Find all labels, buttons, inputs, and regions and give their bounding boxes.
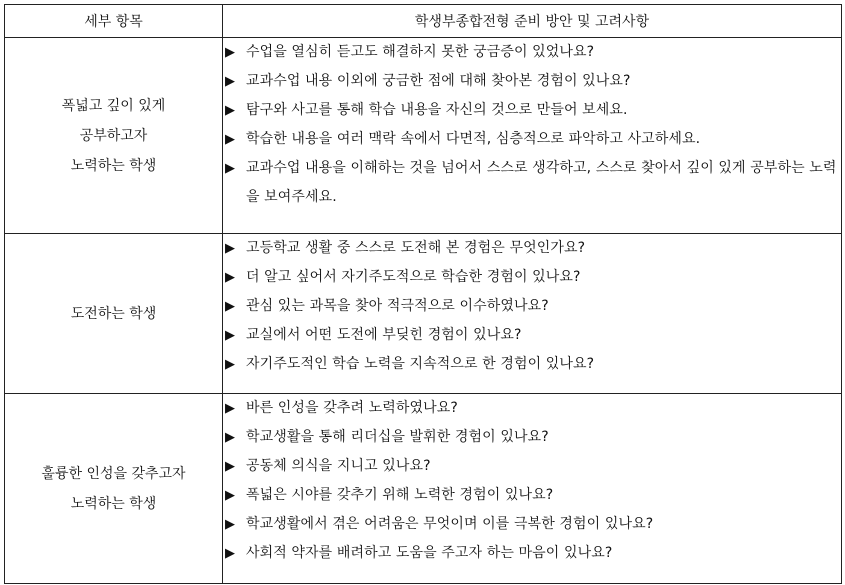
list-item-text: 학교생활에서 겪은 어려움은 무엇이며 이를 극복한 경험이 있나요? (246, 516, 654, 532)
list-item (223, 154, 841, 212)
list-item-text: 공동체 의식을 지니고 있나요? (246, 458, 431, 474)
category-label-line: 공부하고자 (79, 127, 148, 144)
list-item-text: 자기주도적인 학습 노력을 지속적으로 한 경험이 있나요? (246, 356, 595, 372)
triangle-bullet-icon: ▶ (225, 161, 236, 176)
question-list (223, 234, 841, 379)
list-item-text: 학습한 내용을 여러 맥락 속에서 다면적, 심층적으로 파악하고 사고하세요. (246, 131, 701, 147)
table-row-challenge (5, 234, 842, 394)
list-item-text: 학교생활을 통해 리더십을 발휘한 경험이 있나요? (246, 429, 549, 445)
question-list (223, 38, 841, 212)
list-item (223, 125, 841, 154)
triangle-bullet-icon: ▶ (225, 401, 236, 416)
category-label-line: 폭넓고 깊이 있게 (61, 97, 166, 114)
category-label-line: 노력하는 학생 (70, 157, 157, 174)
triangle-bullet-icon: ▶ (225, 299, 236, 314)
list-item-text: 탐구와 사고를 통해 학습 내용을 자신의 것으로 만들어 보세요. (246, 102, 628, 118)
list-item (223, 394, 841, 423)
triangle-bullet-icon: ▶ (225, 546, 236, 561)
question-list (223, 394, 841, 568)
list-item (223, 539, 841, 568)
triangle-bullet-icon: ▶ (225, 459, 236, 474)
triangle-bullet-icon: ▶ (225, 241, 236, 256)
header-detail-item: 세부 항목 (5, 5, 223, 38)
list-item (223, 423, 841, 452)
list-item (223, 67, 841, 96)
list-item (223, 321, 841, 350)
triangle-bullet-icon: ▶ (225, 488, 236, 503)
items-cell (223, 38, 842, 234)
list-item (223, 234, 841, 263)
triangle-bullet-icon: ▶ (225, 132, 236, 147)
category-label-line: 훌륭한 인성을 갖추고자 (41, 465, 186, 482)
triangle-bullet-icon: ▶ (225, 74, 236, 89)
list-item-text: 교과수업 내용을 이해하는 것을 넘어서 스스로 생각하고, 스스로 찾아서 깊이 있게 공부하는 노력을 보여주세요. (246, 160, 837, 205)
guidance-table (4, 4, 842, 584)
list-item (223, 350, 841, 379)
list-item-text: 폭넓은 시야를 갖추기 위해 노력한 경험이 있나요? (246, 487, 554, 503)
list-item (223, 292, 841, 321)
header-preparation-guide: 학생부종합전형 준비 방안 및 고려사항 (223, 5, 842, 38)
table-header-row (5, 5, 842, 38)
list-item-text: 관심 있는 과목을 찾아 적극적으로 이수하였나요? (246, 298, 549, 314)
list-item (223, 510, 841, 539)
triangle-bullet-icon: ▶ (225, 270, 236, 285)
list-item-text: 고등학교 생활 중 스스로 도전해 본 경험은 무엇인가요? (246, 240, 586, 256)
triangle-bullet-icon: ▶ (225, 328, 236, 343)
list-item-text: 교실에서 어떤 도전에 부딪힌 경험이 있나요? (246, 327, 522, 343)
list-item (223, 452, 841, 481)
list-item-text: 교과수업 내용 이외에 궁금한 점에 대해 찾아본 경험이 있나요? (246, 73, 631, 89)
list-item-text: 더 알고 싶어서 자기주도적으로 학습한 경험이 있나요? (246, 269, 581, 285)
items-cell (223, 394, 842, 584)
list-item-text: 수업을 열심히 듣고도 해결하지 못한 궁금증이 있었나요? (246, 44, 595, 60)
list-item-text: 바른 인성을 갖추려 노력하였나요? (246, 400, 458, 416)
triangle-bullet-icon: ▶ (225, 103, 236, 118)
triangle-bullet-icon: ▶ (225, 517, 236, 532)
list-item (223, 38, 841, 67)
list-item (223, 263, 841, 292)
category-cell (5, 394, 223, 584)
list-item (223, 481, 841, 510)
list-item-text: 사회적 약자를 배려하고 도움을 주고자 하는 마음이 있나요? (246, 545, 613, 561)
list-item (223, 96, 841, 125)
triangle-bullet-icon: ▶ (225, 45, 236, 60)
triangle-bullet-icon: ▶ (225, 430, 236, 445)
items-cell (223, 234, 842, 394)
table-row-in-depth-study (5, 38, 842, 234)
category-cell (5, 234, 223, 394)
category-cell (5, 38, 223, 234)
triangle-bullet-icon: ▶ (225, 357, 236, 372)
table-row-character (5, 394, 842, 584)
category-label-line: 노력하는 학생 (70, 495, 157, 512)
category-label-line: 도전하는 학생 (70, 305, 157, 322)
